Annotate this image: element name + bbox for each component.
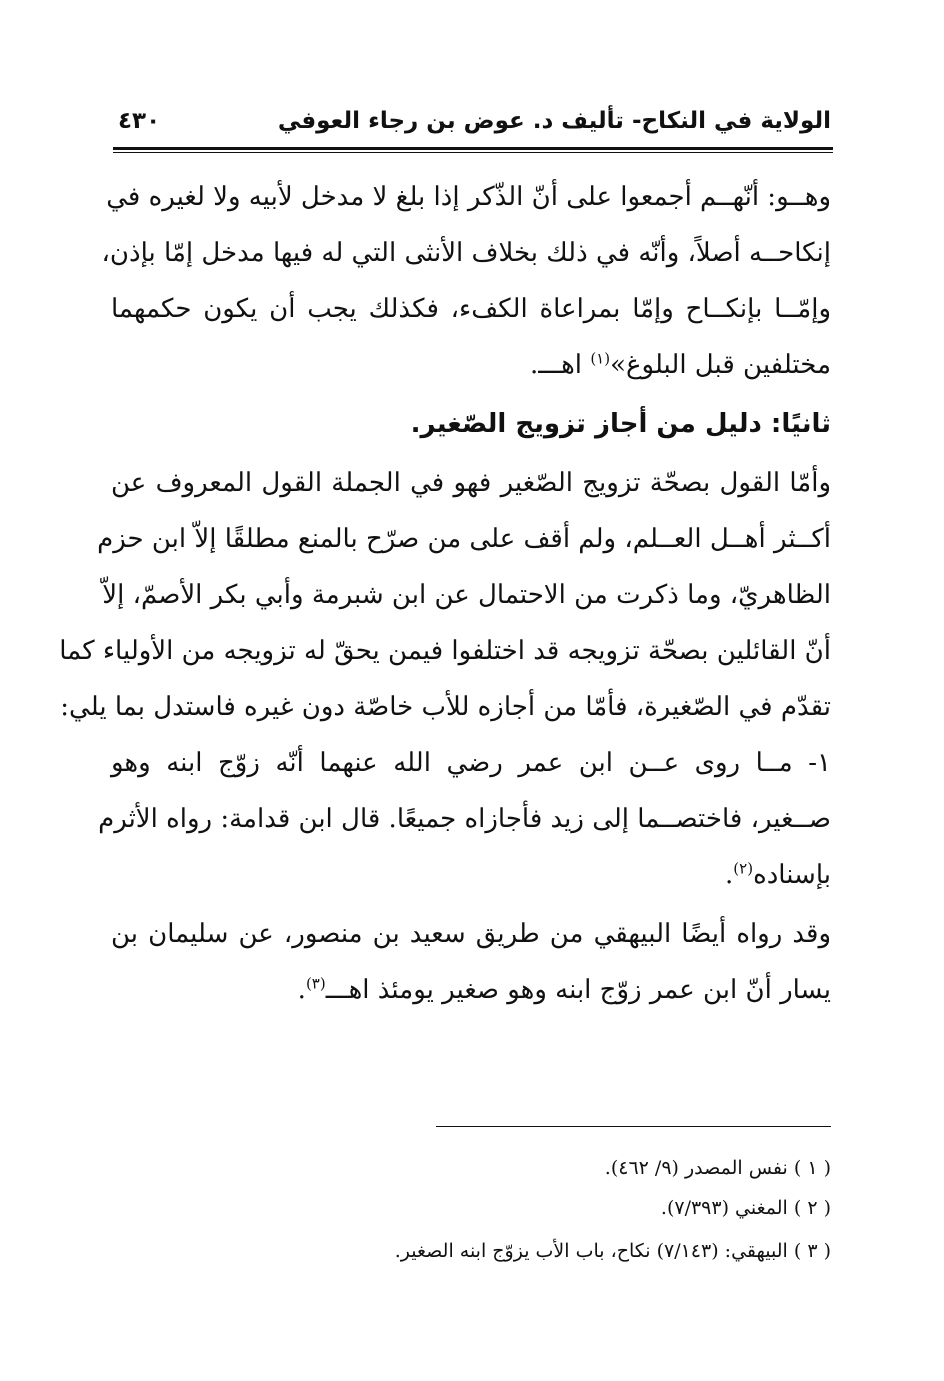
running-header-title: الولاية في النكاح- تأليف د. عوض بن رجاء العوفي [277,108,831,134]
body-text: بإسناده [753,860,831,890]
body-line: تقدّم في الصّغيرة، فأمّا من أجازه للأب خاصّة دون غيره فاستدل بما يلي: [60,692,831,722]
body-line [111,855,831,895]
header-rule [113,147,833,153]
footnote-separator [436,1126,831,1127]
footnote-reference: (١) [590,349,611,368]
body-line: وقد رواه أيضًا البيهقي من طريق سعيد بن منصور، عن سليمان بن [111,919,831,949]
footnote-reference: (٣) [305,974,326,993]
page-number: ٤٣٠ [118,108,161,134]
body-line: صــغير، فاختصــما إلى زيد فأجازاه جميعًا. قال ابن قدامة: رواه الأثرم [98,804,831,834]
body-line: وإمّــا بإنكــاح وإمّا بمراعاة الكفء، فكذلك يجب أن يكون حكمهما [111,294,831,324]
footnote-reference: (٢) [733,859,754,878]
body-text: . [297,975,306,1005]
body-line [111,345,831,385]
body-text: مختلفين قبل البلوغ» [610,350,831,380]
body-line: وهــو: أنّهــم أجمعوا على أنّ الذّكر إذا بلغ لا مدخل لأبيه ولا لغيره في [106,182,831,212]
footnote: ( ١ ) نفس المصدر (٩/ ٤٦٢). [604,1157,831,1179]
body-line: إنكاحــه أصلاً، وأنّه في ذلك بخلاف الأنثى التي له فيها مدخل إمّا بإذن، [101,238,831,268]
body-text: يسار أنّ ابن عمر زوّج ابنه وهو صغير يومئذ اهـــ [325,975,831,1005]
body-line [111,970,831,1010]
body-text: . [725,860,734,890]
section-heading: ثانيًا: دليل من أجاز تزويج الصّغير. [410,409,831,439]
body-line: وأمّا القول بصحّة تزويج الصّغير فهو في الجملة القول المعروف عن [111,468,831,498]
footnote: ( ٣ ) البيهقي: (٧/١٤٣) نكاح، باب الأب يزوّج ابنه الصغير. [394,1240,831,1262]
body-line: ١- مــا روى عــن ابن عمر رضي الله عنهما أنّه زوّج ابنه وهو [111,748,831,778]
body-line: الظاهريّ، وما ذكرت من الاحتمال عن ابن شبرمة وأبي بكر الأصمّ، إلاّ [102,580,831,610]
body-text: اهـــ. [529,350,591,380]
body-line: أنّ القائلين بصحّة تزويجه قد اختلفوا فيمن يحقّ له تزويجه من الأولياء كما [59,636,831,666]
body-line: أكــثر أهــل العــلم، ولم أقف على من صرّح بالمنع مطلقًا إلاّ ابن حزم [97,524,831,554]
footnote: ( ٢ ) المغني (٧/٣٩٣). [660,1197,831,1219]
